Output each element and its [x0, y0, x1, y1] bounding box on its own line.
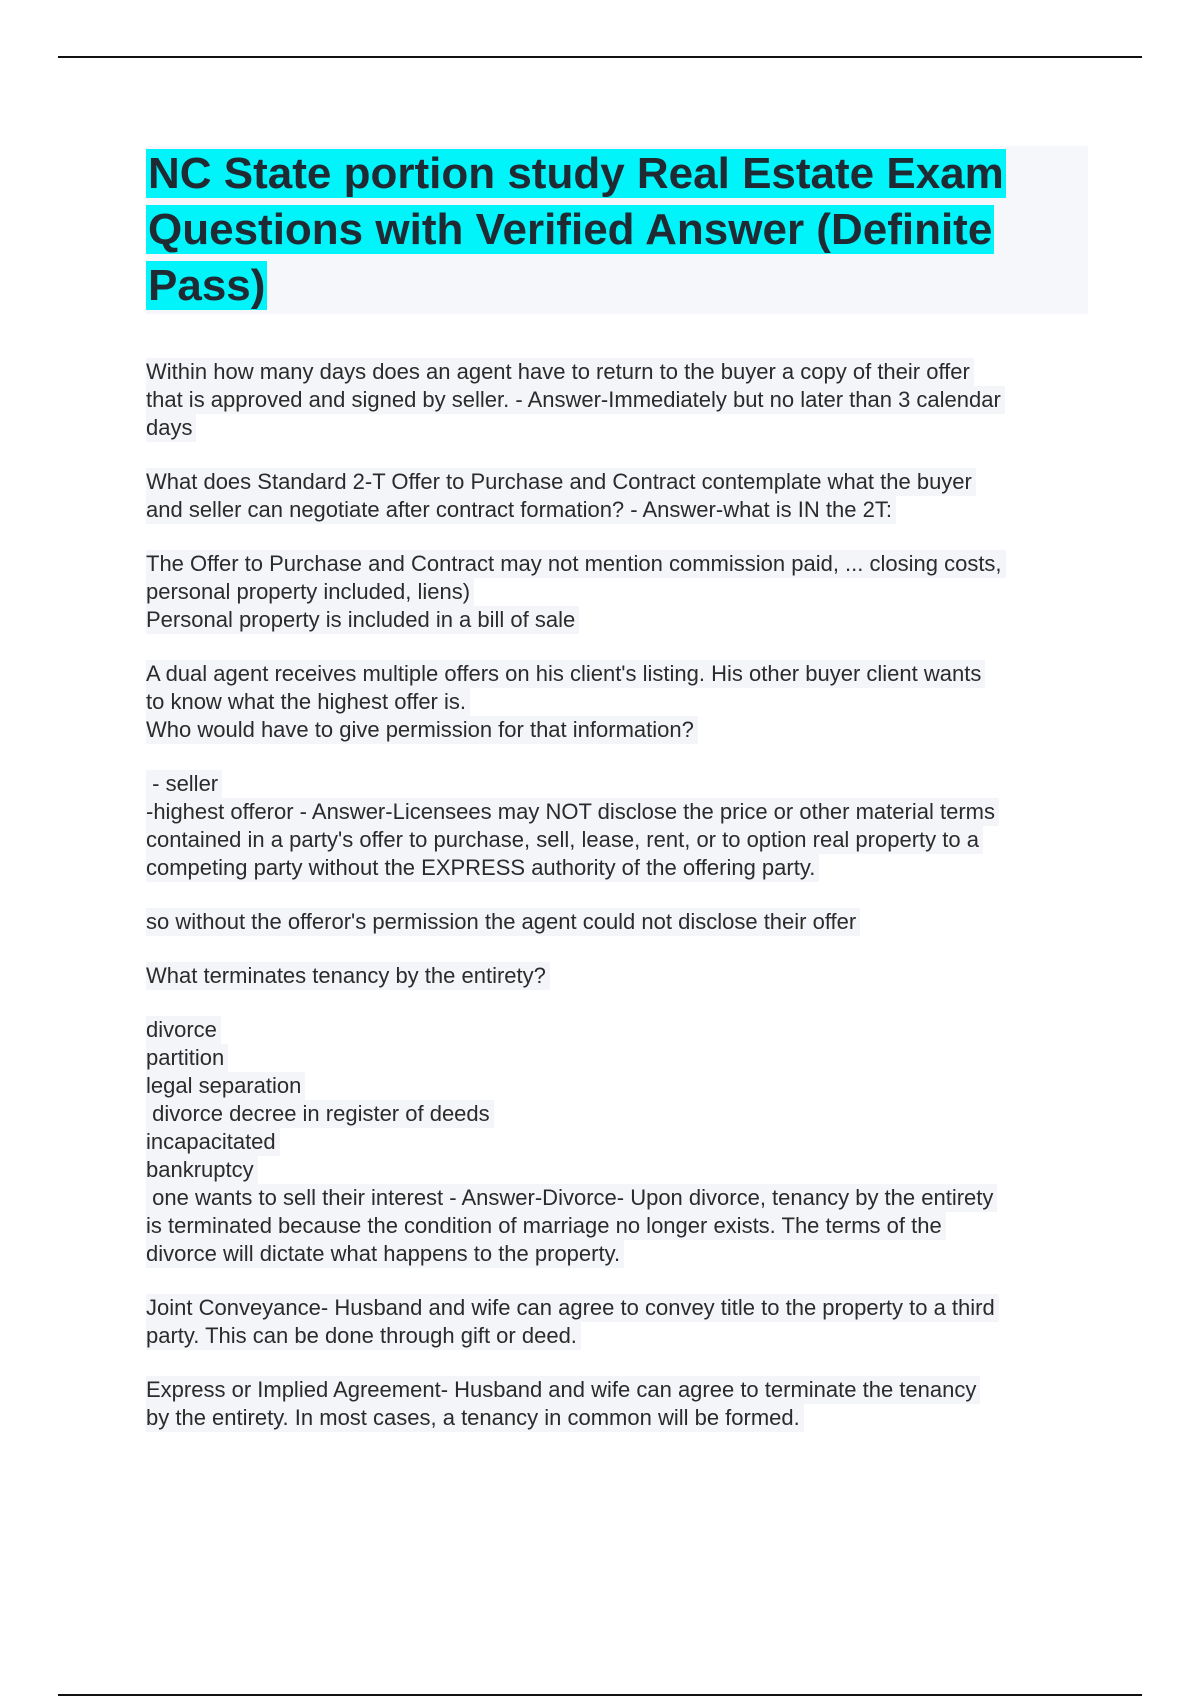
document-title — [146, 146, 1088, 314]
text-line: personal property included, liens) — [146, 578, 474, 606]
paragraph-answer-entirety — [146, 1016, 1088, 1268]
text-line: and seller can negotiate after contract formation? - Answer-what is IN the 2T: — [146, 496, 896, 524]
text-line: divorce — [146, 1016, 221, 1044]
paragraph-answer-dual-agent — [146, 770, 1088, 882]
text-line: Within how many days does an agent have to return to the buyer a copy of their offer — [146, 358, 974, 386]
text-line: Joint Conveyance- Husband and wife can agree to convey title to the property to a third — [146, 1294, 999, 1322]
text-line: -highest offeror - Answer-Licensees may NOT disclose the price or other material terms — [146, 798, 999, 826]
text-line: so without the offeror's permission the agent could not disclose their offer — [146, 908, 860, 936]
text-line: that is approved and signed by seller. - Answer-Immediately but no later than 3 calendar — [146, 386, 1005, 414]
text-line: Express or Implied Agreement- Husband and wife can agree to terminate the tenancy — [146, 1376, 980, 1404]
top-rule — [58, 56, 1142, 58]
text-line: contained in a party's offer to purchase, sell, lease, rent, or to option real property to a — [146, 826, 983, 854]
text-line: party. This can be done through gift or deed. — [146, 1322, 581, 1350]
text-line: bankruptcy — [146, 1156, 258, 1184]
paragraph-express-agreement — [146, 1376, 1088, 1432]
paragraph-question-entirety — [146, 962, 1088, 990]
title-line: Pass) — [148, 261, 266, 310]
text-line: divorce will dictate what happens to the property. — [146, 1240, 624, 1268]
paragraph-offeror-permission — [146, 908, 1088, 936]
paragraph-question-2t — [146, 468, 1088, 524]
text-line: by the entirety. In most cases, a tenancy in common will be formed. — [146, 1404, 804, 1432]
text-line: days — [146, 414, 196, 442]
text-line: Personal property is included in a bill of sale — [146, 606, 579, 634]
title-line: NC State portion study Real Estate Exam — [148, 149, 1004, 198]
title-block — [146, 146, 1088, 314]
text-line: competing party without the EXPRESS authority of the offering party. — [146, 854, 819, 882]
text-line: - seller — [146, 770, 222, 798]
text-line: incapacitated — [146, 1128, 280, 1156]
text-line: one wants to sell their interest - Answer-Divorce- Upon divorce, tenancy by the entirety — [146, 1184, 997, 1212]
text-line: What does Standard 2-T Offer to Purchase and Contract contemplate what the buyer — [146, 468, 976, 496]
text-line: legal separation — [146, 1072, 305, 1100]
bottom-rule — [58, 1694, 1142, 1696]
text-line: What terminates tenancy by the entirety? — [146, 962, 550, 990]
paragraph-question-dual-agent — [146, 660, 1088, 744]
text-line: partition — [146, 1044, 228, 1072]
document-body — [146, 146, 1088, 1432]
text-line: to know what the highest offer is. — [146, 688, 470, 716]
paragraph-offer-contract — [146, 550, 1088, 634]
text-line: divorce decree in register of deeds — [146, 1100, 494, 1128]
text-line: The Offer to Purchase and Contract may not mention commission paid, ... closing costs, — [146, 550, 1006, 578]
text-line: Who would have to give permission for that information? — [146, 716, 698, 744]
text-line: A dual agent receives multiple offers on his client's listing. His other buyer client wants — [146, 660, 985, 688]
text-line: is terminated because the condition of marriage no longer exists. The terms of the — [146, 1212, 946, 1240]
paragraph-joint-conveyance — [146, 1294, 1088, 1350]
title-line: Questions with Verified Answer (Definite — [148, 205, 993, 254]
paragraph-question-days — [146, 358, 1088, 442]
